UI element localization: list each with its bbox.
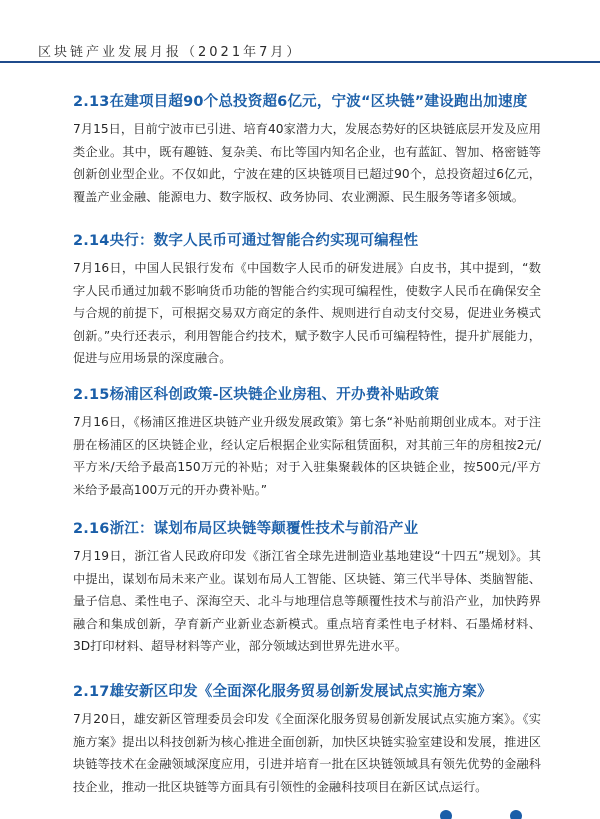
publisher-logo-2: [510, 810, 526, 819]
section-body: 7月20日，雄安新区管理委员会印发《全面深化服务贸易创新发展试点实施方案》。《实施方案》提出以科技创新为核心推进全面创新，加快区块链实验室建设和发展，推进区块链等技术在金融领域深度应用，引进并培育一批在区块链领域具有领先优势的金融科技企业，推动一批区块链等方面具有引领性的金融科技项目在新区试点运行。: [73, 712, 541, 794]
section-title: 2.13在建项目超90个总投资超6亿元，宁波“区块链”建设跑出加速度: [73, 94, 528, 110]
news-section-2-13: [73, 92, 541, 208]
report-title: 区块链产业发展月报（2021年7月）: [38, 45, 303, 60]
section-title: 2.16浙江：谋划布局区块链等颠覆性技术与前沿产业: [73, 521, 419, 537]
news-section-2-16: [73, 519, 541, 658]
section-body: 7月16日，《杨浦区推进区块链产业升级发展政策》第七条“补贴前期创业成本。对于注册在杨浦区的区块链企业，经认定后根据企业实际租赁面积，对其前三年的房租按2元/平方米/天给予最高150万元的补贴；对于入驻集聚载体的区块链企业，按500元/平方米给予最高100万元的开办费补贴。”: [73, 415, 541, 497]
news-section-2-15: [73, 385, 541, 501]
section-body: 7月15日，目前宁波市已引进、培育40家潜力大，发展态势好的区块链底层开发及应用类企业。其中，既有趣链、复杂美、布比等国内知名企业，也有蓝缸、智加、格密链等创新创业型企业。不仅如此，宁波在建的区块链项目已超过90个，总投资超过6亿元，覆盖产业金融、能源电力、数字版权、政务协同、农业溯源、民生服务等诸多领域。: [73, 122, 541, 204]
page-header: [0, 0, 600, 62]
section-body: 7月16日，中国人民银行发布《中国数字人民币的研发进展》白皮书，其中提到，“数字人民币通过加载不影响货币功能的智能合约实现可编程性，使数字人民币在确保安全与合规的前提下，可根据交易双方商定的条件、规则进行自动支付交易，促进业务模式创新。”央行还表示，利用智能合约技术，赋予数字人民币可编程特性，提升扩展能力，促进与应用场景的深度融合。: [73, 261, 541, 366]
logo-mark-icon: [510, 810, 522, 819]
section-title: 2.14央行：数字人民币可通过智能合约实现可编程性: [73, 233, 419, 249]
news-section-2-14: [73, 231, 541, 370]
publisher-logo-1: [440, 810, 456, 819]
section-title: 2.15杨浦区科创政策-区块链企业房租、开办费补贴政策: [73, 387, 440, 403]
footer-logos: [430, 808, 600, 819]
news-section-2-17: [73, 682, 541, 798]
section-body: 7月19日，浙江省人民政府印发《浙江省全球先进制造业基地建设“十四五”规划》。其中提出，谋划布局未来产业。谋划布局人工智能、区块链、第三代半导体、类脑智能、量子信息、柔性电子、深海空天、北斗与地理信息等颠覆性技术与前沿产业，加快跨界融合和集成创新，孕育新产业新业态新模式。重点培育柔性电子材料、石墨烯材料、3D打印材料、超导材料等产业，部分领域达到世界先进水平。: [73, 549, 541, 654]
header-divider: [0, 61, 600, 63]
section-title: 2.17雄安新区印发《全面深化服务贸易创新发展试点实施方案》: [73, 684, 492, 700]
logo-mark-icon: [440, 810, 452, 819]
